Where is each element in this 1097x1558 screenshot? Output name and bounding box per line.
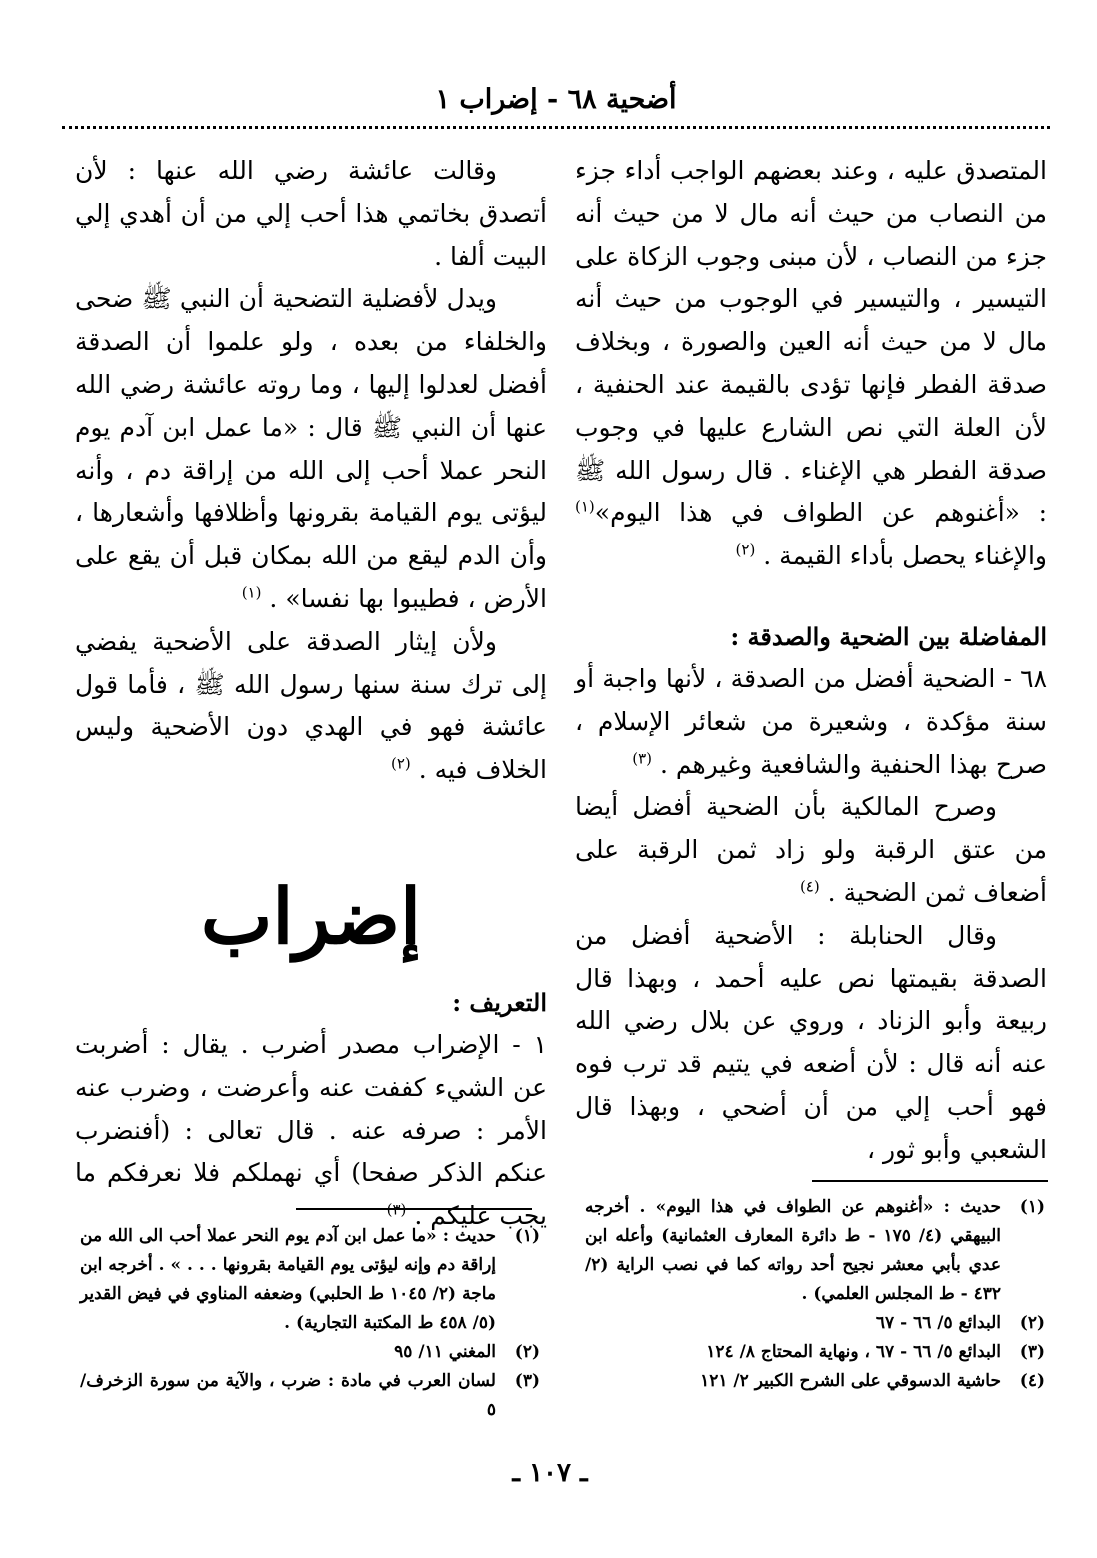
footnote-marker[interactable]: (١): [575, 498, 595, 517]
footnote-marker[interactable]: (٣): [386, 1200, 407, 1219]
section-heading: المفاضلة بين الضحية والصدقة :: [730, 621, 1047, 651]
paragraph: وقالت عائشة رضي الله عنها : لأن أتصدق بخاتمي هذا أحب إلي من أن أهدي إلي البيت ألفا .: [75, 156, 547, 271]
footnote-item: (١) حديث : «أغنوهم عن الطواف في هذا اليوم» . أخرجه البيهقي (٤/ ١٧٥ - ط دائرة المعارف العثمانية) وأعله ابن عدي بأبي معشر نجيح أحد رواته كما في نصب الراية (٢/ ٤٣٢ - ط المجلس العلمي) .: [585, 1197, 1045, 1304]
footnote-divider: [296, 1208, 532, 1210]
footnote-item: (٣) لسان العرب في مادة : ضرب ، والآية من سورة الزخرف/ ٥: [80, 1371, 540, 1420]
footnote-marker[interactable]: (٢): [390, 754, 411, 773]
paragraph: ولأن إيثار الصدقة على الأضحية يفضي إلى ترك سنة سنها رسول الله ﷺ ، فأما قول عائشة فهو في الهدي دون الأضحية وليس الخلاف فيه . $^{(٢)}$: [75, 626, 547, 785]
page-header-title: أضحية ٦٨ - إضراب ١: [435, 84, 677, 115]
page-number: ـ ١٠٧ ـ: [512, 1458, 588, 1488]
footnote-marker[interactable]: (٢): [735, 540, 756, 559]
chapter-title: إضراب: [200, 871, 422, 961]
footnote-item: (٤) حاشية الدسوقي على الشرح الكبير ٢/ ١٢١: [700, 1371, 1045, 1391]
paragraph: ويدل لأفضلية التضحية أن النبي ﷺ ضحى والخلفاء من بعده ، ولو علموا أن الصدقة أفضل لعدلوا إليها ، وما روته عائشة رضي الله عنها أن النبي ﷺ قال : «ما عمل ابن آدم يوم النحر عملا أحب إلى الله من إراقة دم ، وأنه ليؤتى يوم القيامة بقرونها وأظلافها وأشعارها ، وأن الدم ليقع من الله بمكان قبل أن يقع على الأرض ، فطيبوا بها نفسا» . $^{(١)}$: [75, 284, 547, 613]
footnotes-left: [80, 1222, 540, 1425]
paragraph: ٦٨ - الضحية أفضل من الصدقة ، لأنها واجبة أو سنة مؤكدة ، وشعيرة من شعائر الإسلام ، صرح بهذا الحنفية والشافعية وغيرهم . $^{(٣)}$: [575, 663, 1047, 779]
paragraph: ١ - الإضراب مصدر أضرب . يقال : أضربت عن الشيء كففت عنه وأعرضت ، وضرب عنه الأمر : صرفه عنه . قال تعالى : (أفنضرب عنكم الذكر صفحا) أي نهملكم فلا نعرفكم ما يجب عليكم . $^{(٣)}$: [75, 1029, 547, 1231]
paragraph: المتصدق عليه ، وعند بعضهم الواجب أداء جزء من النصاب من حيث أنه مال لا من حيث أنه جزء من النصاب ، لأن مبنى وجوب الزكاة على التيسير ، والتيسير في الوجوب من حيث أنه مال لا من حيث أنه العين والصورة ، وبخلاف صدقة الفطر فإنها تؤدى بالقيمة عند الحنفية ، لأن العلة التي نص الشارع عليها في وجوب صدقة الفطر هي الإغناء . قال رسول الله ﷺ : «أغنوهم عن الطواف في هذا اليوم»$^{(١)}$ والإغناء يحصل بأداء القيمة . $^{(٢)}$: [575, 156, 1047, 571]
left-column: [75, 150, 547, 1238]
footnote-item: (٢) البدائع ٥/ ٦٦ - ٦٧: [875, 1313, 1045, 1333]
footnote-divider: [812, 1180, 1048, 1182]
section-heading: التعريف :: [452, 987, 547, 1017]
footnote-item: (٣) البدائع ٥/ ٦٦ - ٦٧ ، ونهاية المحتاج ٨/ ١٢٤: [706, 1342, 1045, 1362]
footnote-item: (١) حديث : «ما عمل ابن آدم يوم النحر عملا أحب الى الله من إراقة دم وإنه ليؤتى يوم القيامة بقرونها . . . » . أخرجه ابن ماجة (٢/ ١٠٤٥ ط الحلبي) وضعفه المناوي في فيض القدير (٥/ ٤٥٨ ط المكتبة التجارية) .: [80, 1226, 540, 1333]
footnote-marker[interactable]: (١): [241, 583, 262, 602]
paragraph: وصرح المالكية بأن الضحية أفضل أيضا من عتق الرقبة ولو زاد ثمن الرقبة على أضعاف ثمن الضحية . $^{(٤)}$: [575, 792, 1047, 907]
footnotes-right: [585, 1193, 1045, 1396]
footnote-item: (٢) المغني ١١/ ٩٥: [394, 1342, 540, 1362]
right-column: [575, 150, 1047, 1172]
paragraph: وقال الحنابلة : الأضحية أفضل من الصدقة بقيمتها نص عليه أحمد ، وبهذا قال ربيعة وأبو الزناد ، وروي عن بلال رضي الله عنه أنه قال : لأن أضعه في يتيم قد ترب فوه فهو أحب إلي من أن أضحي ، وبهذا قال الشعبي وأبو ثور ،: [575, 920, 1047, 1164]
page-header: [62, 78, 1050, 129]
footnote-marker[interactable]: (٤): [799, 877, 820, 896]
footnote-marker[interactable]: (٣): [632, 749, 652, 768]
